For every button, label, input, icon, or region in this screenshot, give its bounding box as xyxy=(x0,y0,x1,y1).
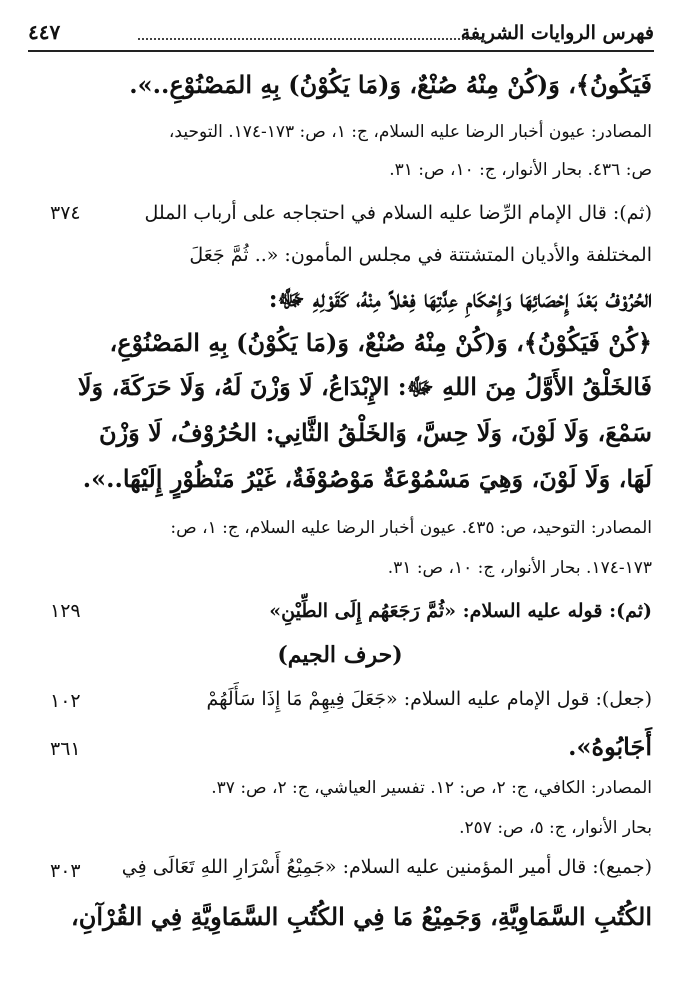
text-line: ﴿كُنْ فَيَكُوْنُ﴾، وَ(كُنْ مِنْهُ صُنْعٌ، وَ(مَا يَكُوْنُ) بِهِ المَصْنُوْعِ، xyxy=(109,328,652,357)
text-line: فَالخَلْقُ الأَوَّلُ مِنَ اللهِ ﷻ: الإِبْدَاعُ، لَا وَزْنَ لَهُ، وَلَا حَرَكَةَ، وَلَا xyxy=(77,372,652,401)
header-dot-leader xyxy=(138,38,484,40)
entry-number: ٣٦١ xyxy=(50,738,81,760)
text-line: أَجَابُوهُ». xyxy=(568,732,652,761)
entry-heading-line: (جميع): قال أمير المؤمنين عليه السلام: «جَمِيْعُ أَسْرَارِ اللهِ تَعَالَى فِي xyxy=(121,856,652,878)
entry-number: ١٠٢ xyxy=(50,690,81,712)
text-line: المختلفة والأديان المتشتتة في مجلس المأمون: «.. ثُمَّ جَعَلَ xyxy=(189,244,652,266)
entry-number: ١٢٩ xyxy=(50,600,81,622)
sources-line: بحار الأنوار، ج: ٥، ص: ٢٥٧. xyxy=(459,818,652,838)
sources-line: المصادر: الكافي، ج: ٢، ص: ١٢. تفسير العياشي، ج: ٢، ص: ٣٧. xyxy=(211,778,652,798)
entry-heading-line: (جعل): قول الإمام عليه السلام: «جَعَلَ فِيهِمْ مَا إِذَا سَأَلَهُمْ xyxy=(206,688,652,710)
text-line: لَهَا، وَلَا لَوْنَ، وَهِيَ مَسْمُوْعَةٌ مَوْصُوْفَةٌ، غَيْرُ مَنْظُوْرٍ إِلَيْهَا..». xyxy=(82,464,652,493)
section-heading: (حرف الجيم) xyxy=(277,642,403,668)
running-title: فهرس الروايات الشريفة xyxy=(460,22,654,44)
entry-number: ٣٧٤ xyxy=(50,202,81,224)
text-line: الكُتُبِ السَّمَاوِيَّةِ، وَجَمِيْعُ مَا فِي الكُتُبِ السَّمَاوِيَّةِ فِي القُرْآنِ، xyxy=(71,902,652,931)
entry-heading-line: (ثم): قال الإمام الرِّضا عليه السلام في احتجاجه على أرباب الملل xyxy=(144,202,652,224)
sources-line: المصادر: التوحيد، ص: ٤٣٥. عيون أخبار الرضا عليه السلام، ج: ١، ص: xyxy=(170,518,652,538)
sources-line: ١٧٣-١٧٤. بحار الأنوار، ج: ١٠، ص: ٣١. xyxy=(387,558,652,578)
sources-line: ص: ٤٣٦. بحار الأنوار، ج: ١٠، ص: ٣١. xyxy=(389,160,652,180)
entry-heading-line: (ثم): قوله عليه السلام: «ثُمَّ رَجَعَهُم إِلَى الطِّيْنِ» xyxy=(269,600,652,622)
text-line: سَمْعَ، وَلَا لَوْنَ، وَلَا حِسَّ، وَالخَلْقُ الثَّانِي: الحُرُوْفُ، لَا وَزْنَ xyxy=(98,418,652,447)
text-line: فَيَكُونُ﴾، وَ(كُنْ مِنْهُ صُنْعٌ، وَ(مَا يَكُوْنُ) بِهِ المَصْنُوْعِ..». xyxy=(129,70,652,99)
page-number: ٤٤٧ xyxy=(28,20,61,44)
page-header xyxy=(28,16,654,52)
sources-line: المصادر: عيون أخبار الرضا عليه السلام، ج: ١، ص: ١٧٣-١٧٤. التوحيد، xyxy=(168,122,652,142)
entry-number: ٣٠٣ xyxy=(50,860,81,882)
text-line: الحُرُوْفُ بَعْدَ إِحْصَائِهَا وَإِحْكَامِ عِدَّتِهَا فِعْلاً مِنْهُ، كَقَوْلِهِ ﷻ: xyxy=(268,284,652,313)
